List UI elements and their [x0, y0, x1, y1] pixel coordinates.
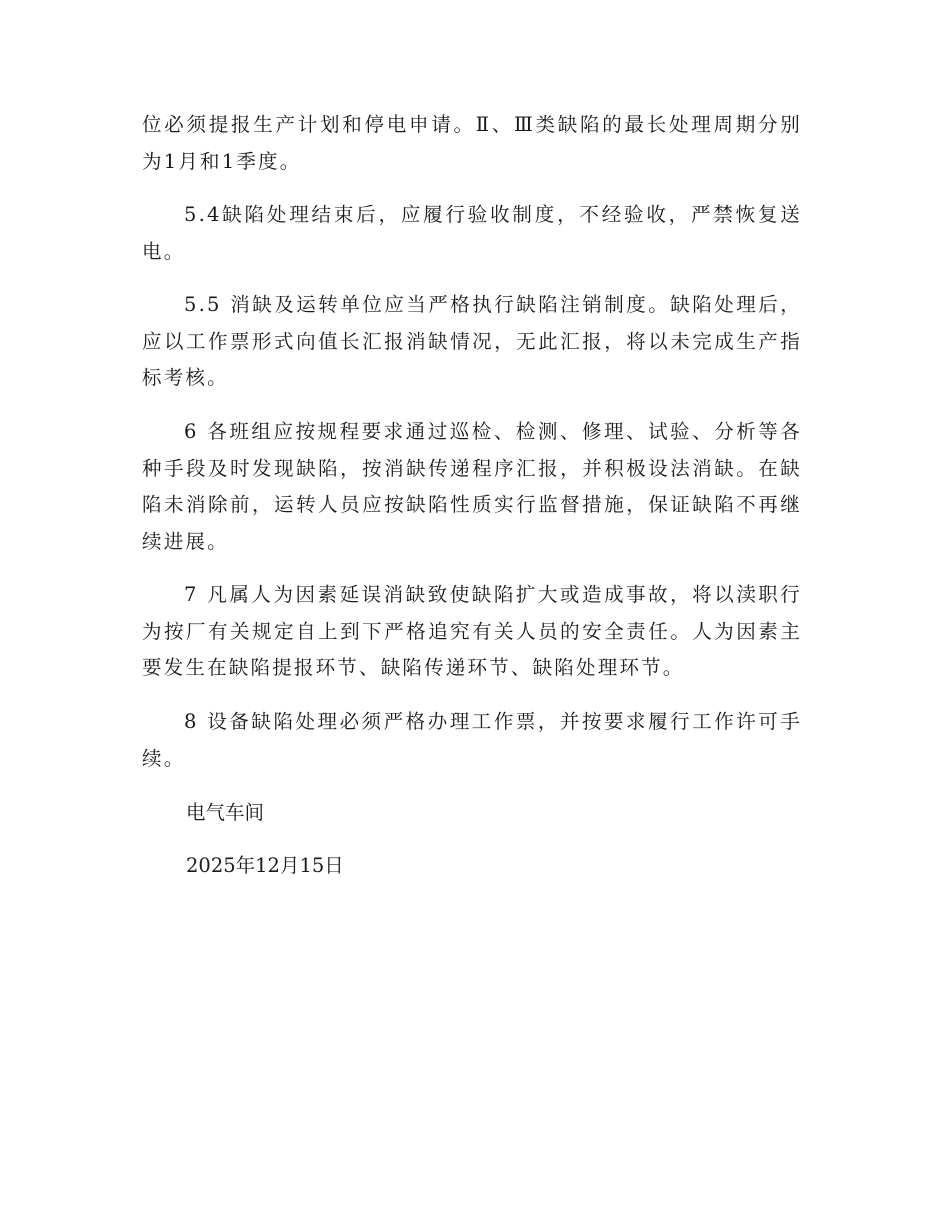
paragraph-continuation: 位必须提报生产计划和停电申请。Ⅱ、Ⅲ类缺陷的最长处理周期分别为1月和1季度。 [142, 113, 802, 173]
signature-date: 2025年12月15日 [186, 854, 344, 877]
signature-department: 电气车间 [186, 801, 265, 824]
paragraph-6: 6 各班组应按规程要求通过巡检、检测、修理、试验、分析等各种手段及时发现缺陷，按消缺传递程序汇报，并积极设法消缺。在缺陷未消除前，运转人员应按缺陷性质实行监督措施，保证缺陷不再继续进展。 [142, 420, 802, 553]
paragraph-5-5: 5.5 消缺及运转单位应当严格执行缺陷注销制度。缺陷处理后，应以工作票形式向值长汇报消缺情况，无此汇报，将以未完成生产指标考核。 [142, 293, 802, 389]
paragraph-8: 8 设备缺陷处理必须严格办理工作票，并按要求履行工作许可手续。 [142, 710, 802, 770]
paragraph-7: 7 凡属人为因素延误消缺致使缺陷扩大或造成事故，将以渎职行为按厂有关规定自上到下严格追究有关人员的安全责任。人为因素主要发生在缺陷提报环节、缺陷传递环节、缺陷处理环节。 [142, 583, 802, 679]
paragraph-5-4: 5.4缺陷处理结束后，应履行验收制度，不经验收，严禁恢复送电。 [142, 203, 802, 263]
